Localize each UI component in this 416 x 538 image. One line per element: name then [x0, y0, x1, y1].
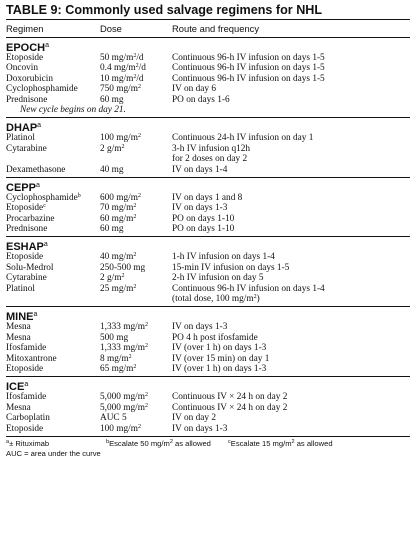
regimen-name-text: ICE — [6, 381, 25, 394]
route-text: PO 4 h post ifosfamide — [172, 332, 258, 343]
dose-sup: 2 — [144, 402, 148, 409]
drug-name: Mesna — [6, 402, 31, 413]
regimen-name-text: EPOCH — [6, 42, 46, 54]
table-header — [6, 20, 410, 38]
drug-cell — [6, 63, 100, 73]
dose-value: 60 mg — [100, 224, 124, 235]
table-row — [6, 392, 410, 402]
route-sup: 2 — [253, 294, 257, 301]
footnote-auc: AUC = area under the curve — [6, 448, 101, 458]
table-row — [6, 193, 410, 203]
drug-cell — [6, 294, 100, 304]
table-row — [6, 53, 410, 63]
route-text: Continuous 96-h IV infusion on days 1-5 — [172, 63, 325, 74]
drug-name: Cytarabine — [6, 273, 47, 284]
table-row — [6, 343, 410, 353]
route-text: IV (over 15 min) on day 1 — [172, 353, 270, 364]
route-cell — [172, 263, 410, 273]
drug-name: Etoposide — [6, 53, 44, 63]
route-text: IV on days 1-3 — [172, 322, 228, 333]
table-row — [6, 263, 410, 273]
route-text: PO on days 1-6 — [172, 94, 230, 105]
dose-cell — [100, 154, 172, 164]
dose-cell — [100, 354, 172, 364]
drug-cell — [6, 84, 100, 94]
dose-cell — [100, 424, 172, 434]
dose-sup: 2 — [133, 213, 137, 220]
route-text: IV on days 1-3 — [172, 203, 228, 214]
table-row — [6, 95, 410, 105]
route-cell — [172, 144, 410, 154]
regimen-name-sup: a — [35, 181, 40, 189]
dose-sup: 2 — [135, 63, 139, 70]
dose-sup: 2 — [133, 252, 137, 259]
dose-value: 250-500 mg — [100, 262, 146, 273]
table-row — [6, 84, 410, 94]
drug-name: Doxorubicin — [6, 73, 53, 84]
drug-cell — [6, 165, 100, 175]
drug-cell — [6, 154, 100, 164]
route-cell — [172, 224, 410, 234]
drug-name: Carboplatin — [6, 413, 50, 424]
route-text: Continuous IV × 24 h on day 2 — [172, 402, 288, 413]
regimen-name-sup: a — [45, 42, 50, 49]
dose-tail: /d — [136, 53, 144, 63]
table-row — [6, 224, 410, 234]
dose-value: 8 mg/m — [100, 353, 129, 364]
dose-sup: 2 — [137, 423, 141, 430]
route-cell — [172, 403, 410, 413]
dose-cell — [100, 343, 172, 353]
route-cell — [172, 284, 410, 294]
dose-cell — [100, 193, 172, 203]
route-cell — [172, 333, 410, 343]
dose-tail: /d — [138, 63, 146, 74]
drug-name: Ifosfamide — [6, 343, 47, 354]
route-text: IV on days 1-4 — [172, 164, 228, 175]
route-cell — [172, 53, 410, 63]
dose-value: 500 mg — [100, 332, 129, 343]
drug-cell — [6, 144, 100, 154]
regimen-name-text: DHAP — [6, 122, 38, 135]
drug-cell — [6, 354, 100, 364]
dose-sup: 2 — [133, 283, 137, 290]
route-cell — [172, 364, 410, 374]
drug-name: Oncovin — [6, 63, 39, 74]
route-text: PO on days 1-10 — [172, 224, 235, 235]
regimen-name — [6, 38, 410, 53]
table-row — [6, 203, 410, 213]
footnote-b: $^b$Escalate 50 $mg/m^2$ as allowed — [106, 438, 211, 448]
footnote-row — [6, 439, 410, 449]
drug-name: Etoposide — [6, 363, 44, 374]
route-cell — [172, 294, 410, 304]
route-text: Continuous 96-h IV infusion on days 1-5 — [172, 53, 325, 63]
dose-value: 25 mg/m — [100, 283, 134, 294]
drug-cell — [6, 273, 100, 283]
regimen-group-mine — [6, 307, 410, 377]
dose-sup: 2 — [144, 343, 148, 350]
dose-sup: 2 — [133, 363, 137, 370]
dose-value: 2 g/m — [100, 143, 122, 154]
route-text: Continuous 24-h IV infusion on day 1 — [172, 133, 314, 144]
table-title: TABLE 9: Commonly used salvage regimens for NHL — [6, 3, 410, 20]
table-row — [6, 364, 410, 374]
route-tail: ) — [256, 294, 260, 305]
drug-cell — [6, 252, 100, 262]
drug-name: Ifosfamide — [6, 392, 47, 403]
drug-name: Etoposide — [6, 423, 44, 434]
dose-cell — [100, 133, 172, 143]
dose-sup: 2 — [144, 392, 148, 399]
drug-cell — [6, 53, 100, 63]
route-text: Continuous 96-h IV infusion on days 1-5 — [172, 73, 325, 84]
drug-cell — [6, 133, 100, 143]
header-regimen: Regimen — [6, 22, 44, 34]
route-text: IV on days 1 and 8 — [172, 192, 243, 203]
dose-cell — [100, 63, 172, 73]
route-cell — [172, 424, 410, 434]
regimen-name — [6, 237, 410, 252]
drug-name: Solu-Medrol — [6, 262, 54, 273]
route-text: (total dose, 100 mg/m — [172, 294, 254, 305]
dose-value: 100 mg/m — [100, 133, 138, 144]
table-row — [6, 413, 410, 423]
dose-cell — [100, 322, 172, 332]
dose-value: 70 mg/m — [100, 203, 134, 214]
header-dose: Dose — [100, 22, 122, 34]
route-text: IV on days 1-3 — [172, 423, 228, 434]
regimen-name — [6, 307, 410, 322]
dose-cell — [100, 224, 172, 234]
route-cell — [172, 343, 410, 353]
regimen-name-sup: a — [33, 311, 38, 319]
table-row — [6, 424, 410, 434]
drug-cell — [6, 193, 100, 203]
route-text: 2-h IV infusion on day 5 — [172, 273, 264, 284]
dose-cell — [100, 364, 172, 374]
dose-sup: 2 — [137, 133, 141, 140]
dose-sup: 2 — [144, 322, 148, 329]
regimen-name-text: ESHAP — [6, 241, 44, 254]
dose-cell — [100, 84, 172, 94]
dose-value: 1,333 mg/m — [100, 343, 145, 354]
table-row — [6, 74, 410, 84]
dose-cell — [100, 263, 172, 273]
drug-cell — [6, 333, 100, 343]
table-row — [6, 165, 410, 175]
drug-name: Prednisone — [6, 224, 48, 235]
route-text: IV on day 6 — [172, 84, 216, 95]
regimen-name — [6, 118, 410, 133]
dose-cell — [100, 214, 172, 224]
route-cell — [172, 322, 410, 332]
regimen-name-sup: a — [37, 122, 42, 130]
dose-value: 5,000 mg/m — [100, 402, 145, 413]
dose-value: 40 mg/m — [100, 252, 134, 263]
drug-name: Mesna — [6, 332, 31, 343]
dose-sup: 2 — [128, 353, 132, 360]
regimen-name — [6, 377, 410, 392]
route-cell — [172, 193, 410, 203]
regimen-group-dhap — [6, 118, 410, 178]
dose-sup: 2 — [133, 53, 137, 59]
dose-cell — [100, 74, 172, 84]
route-text: Continuous 96-h IV infusion on days 1-4 — [172, 283, 325, 294]
table-row — [6, 333, 410, 343]
drug-name: Prednisone — [6, 94, 48, 105]
route-cell — [172, 252, 410, 262]
regimen-group-eshap — [6, 237, 410, 307]
dose-value: 10 mg/m — [100, 73, 134, 84]
drug-cell — [6, 263, 100, 273]
table-row — [6, 63, 410, 73]
table-row — [6, 322, 410, 332]
dose-value: 40 mg — [100, 164, 124, 175]
route-cell — [172, 392, 410, 402]
drug-name: Cytarabine — [6, 143, 47, 154]
dose-value: 2 g/m — [100, 273, 122, 284]
dose-value: 0.4 mg/m — [100, 63, 136, 74]
drug-cell — [6, 203, 100, 213]
dose-cell — [100, 403, 172, 413]
drug-cell — [6, 322, 100, 332]
dose-cell — [100, 203, 172, 213]
drug-sup: b — [77, 192, 81, 199]
dose-sup: 2 — [137, 192, 141, 199]
dose-sup: 2 — [121, 273, 125, 280]
route-cell — [172, 74, 410, 84]
dose-cell — [100, 165, 172, 175]
table-row — [6, 214, 410, 224]
drug-name: Etoposide — [6, 203, 44, 214]
dose-cell — [100, 252, 172, 262]
drug-name: Etoposide — [6, 252, 44, 263]
drug-name: Mitoxantrone — [6, 353, 57, 364]
regimen-groups — [6, 38, 410, 437]
drug-cell — [6, 214, 100, 224]
dose-value: 65 mg/m — [100, 363, 134, 374]
regimen-group-epoch — [6, 38, 410, 118]
table-row — [6, 284, 410, 294]
drug-name: Cyclophosphamide — [6, 192, 78, 203]
dose-cell — [100, 273, 172, 283]
dose-cell — [100, 294, 172, 304]
dose-value: 60 mg/m — [100, 213, 134, 224]
drug-cell — [6, 364, 100, 374]
drug-sup: c — [43, 203, 46, 210]
dose-cell — [100, 284, 172, 294]
route-cell — [172, 354, 410, 364]
route-text: IV on day 2 — [172, 413, 216, 424]
table-row — [6, 133, 410, 143]
drug-cell — [6, 413, 100, 423]
drug-cell — [6, 392, 100, 402]
regimen-name-sup: a — [24, 381, 29, 389]
route-cell — [172, 165, 410, 175]
table-footnotes — [6, 437, 410, 459]
drug-cell — [6, 74, 100, 84]
dose-tail: /d — [136, 73, 144, 84]
regimen-name-sup: a — [43, 241, 48, 249]
dose-sup: 2 — [133, 203, 137, 210]
route-text: PO on days 1-10 — [172, 213, 235, 224]
route-text: 15-min IV infusion on days 1-5 — [172, 262, 290, 273]
cycle-note: New cycle begins on day 21. — [20, 104, 126, 115]
route-cell — [172, 133, 410, 143]
dose-cell — [100, 144, 172, 154]
table-row — [6, 273, 410, 283]
table-row — [6, 144, 410, 154]
drug-cell — [6, 284, 100, 294]
route-cell — [172, 413, 410, 423]
route-text: IV (over 1 h) on days 1-3 — [172, 363, 267, 374]
regimen-group-ice — [6, 377, 410, 437]
route-cell — [172, 63, 410, 73]
route-text: for 2 doses on day 2 — [172, 154, 248, 165]
dose-sup: 2 — [137, 84, 141, 91]
drug-name: Cyclophosphamide — [6, 84, 78, 95]
table-row — [6, 154, 410, 164]
regimen-name — [6, 178, 410, 193]
dose-value: 1,333 mg/m — [100, 322, 145, 333]
table-row — [6, 354, 410, 364]
dose-cell — [100, 413, 172, 423]
route-cell — [172, 214, 410, 224]
drug-name: Platinol — [6, 283, 35, 294]
dose-cell — [100, 392, 172, 402]
route-cell — [172, 154, 410, 164]
dose-sup: 2 — [133, 73, 137, 80]
regimen-name-text: CEPP — [6, 181, 36, 194]
route-text: 1-h IV infusion on days 1-4 — [172, 252, 275, 263]
route-cell — [172, 84, 410, 94]
drug-name: Platinol — [6, 133, 35, 144]
route-text: IV (over 1 h) on days 1-3 — [172, 343, 267, 354]
dose-value: 750 mg/m — [100, 84, 138, 95]
route-text: Continuous IV × 24 h on day 2 — [172, 392, 288, 403]
route-cell — [172, 273, 410, 283]
drug-name: Procarbazine — [6, 213, 55, 224]
dose-value: 50 mg/m — [100, 53, 134, 63]
header-route: Route and frequency — [172, 22, 260, 34]
dose-value: 60 mg — [100, 94, 124, 105]
footnote-c: $^c$Escalate 15 $mg/m^2$ as allowed — [228, 438, 333, 448]
dose-value: 600 mg/m — [100, 192, 138, 203]
dose-value: 100 mg/m — [100, 423, 138, 434]
dose-value: 5,000 mg/m — [100, 392, 145, 403]
footnote-a: $^a$± Rituximab — [6, 438, 50, 448]
drug-name: Dexamethasone — [6, 164, 66, 175]
dose-cell — [100, 333, 172, 343]
drug-cell — [6, 343, 100, 353]
table-row — [6, 252, 410, 262]
dose-value: AUC 5 — [100, 413, 127, 424]
dose-sup: 2 — [121, 143, 125, 150]
table-row — [6, 294, 410, 304]
route-cell — [172, 95, 410, 105]
regimen-name-text: MINE — [6, 311, 34, 324]
drug-cell — [6, 403, 100, 413]
dose-cell — [100, 95, 172, 105]
route-text: 3-h IV infusion q12h — [172, 143, 251, 154]
drug-name: Mesna — [6, 322, 31, 333]
dose-cell — [100, 53, 172, 63]
table-row — [6, 403, 410, 413]
regimen-group-cepp — [6, 178, 410, 238]
drug-cell — [6, 224, 100, 234]
drug-cell — [6, 424, 100, 434]
route-cell — [172, 203, 410, 213]
drug-cell — [6, 95, 100, 105]
